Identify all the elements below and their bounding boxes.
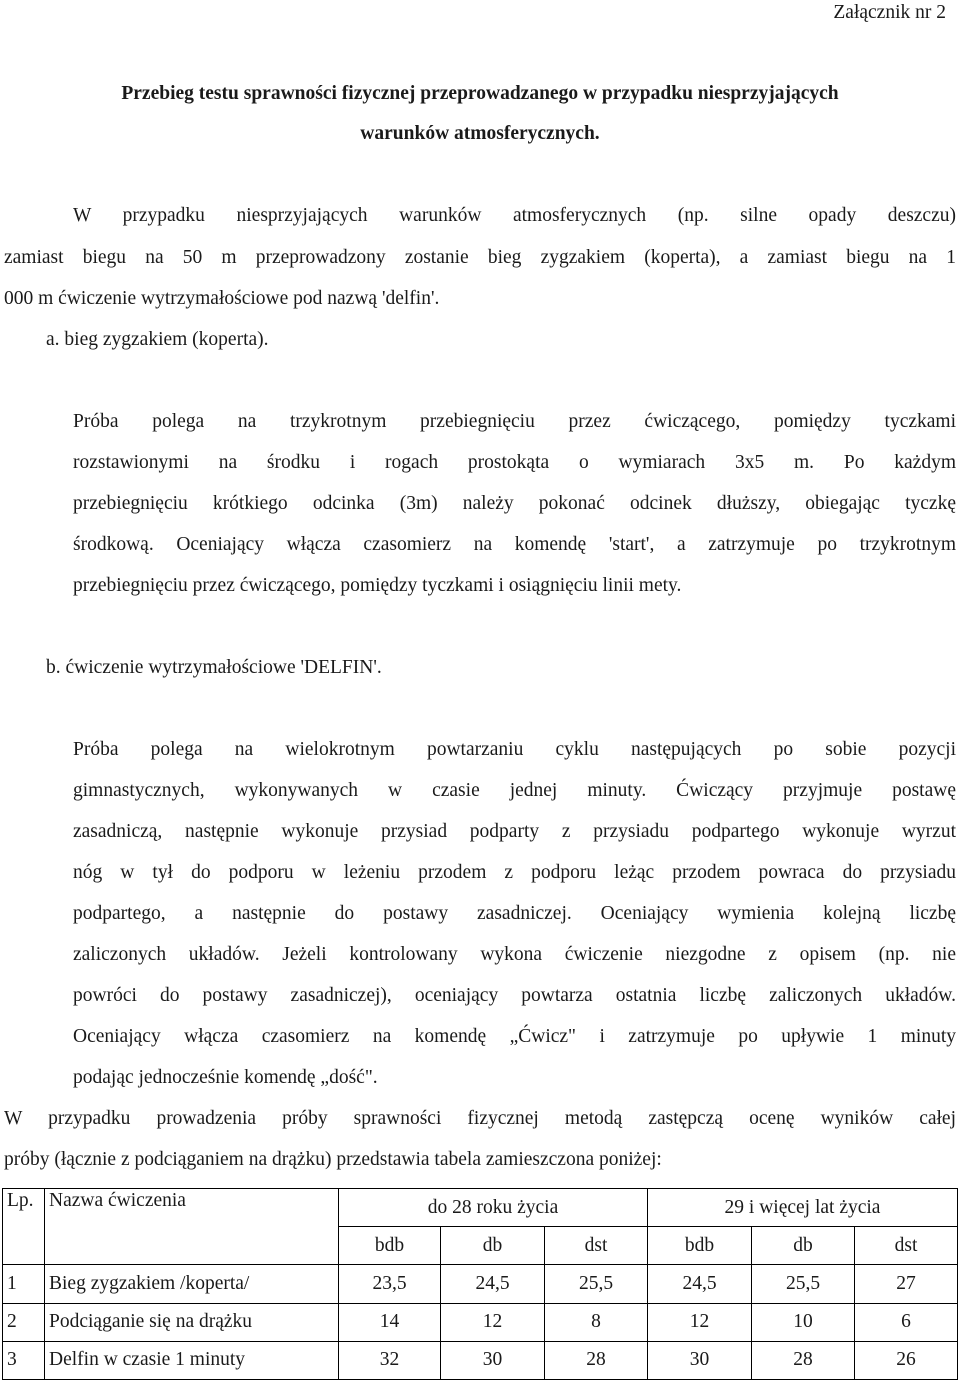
row-value: 26 (855, 1341, 958, 1379)
results-table (2, 1188, 958, 1380)
row-lp: 1 (3, 1265, 45, 1303)
row-value: 25,5 (545, 1265, 648, 1303)
row-exercise-name: Bieg zygzakiem /koperta/ (45, 1265, 339, 1303)
section-b-line: nóg w tył do podporu w leżeniu przodem z podporu leżąc przodem powraca do przysiadu (73, 862, 956, 883)
row-value: 24,5 (648, 1265, 752, 1303)
row-value: 30 (441, 1341, 545, 1379)
row-value: 12 (441, 1303, 545, 1341)
section-b-line: Próba polega na wielokrotnym powtarzaniu cyklu następujących po sobie pozycji (73, 739, 956, 760)
section-b-line: podpartego, a następnie do postawy zasadniczej. Oceniający wymienia kolejną liczbę (73, 903, 956, 924)
row-value: 23,5 (339, 1265, 441, 1303)
header-group-under-28: do 28 roku życia (339, 1189, 648, 1227)
document-title-line-1: Przebieg testu sprawności fizycznej przeprowadzanego w przypadku niesprzyjających (121, 83, 839, 104)
section-b-line: Oceniający włącza czasomierz na komendę „Ćwicz" i zatrzymuje po upływie 1 minuty (73, 1026, 956, 1047)
section-b-heading: b. ćwiczenie wytrzymałościowe 'DELFIN'. (46, 657, 382, 678)
header-grade: dst (855, 1227, 958, 1265)
closing-line-2: próby (łącznie z podciąganiem na drążku) przedstawia tabela zamieszczona poniżej: (4, 1149, 662, 1170)
section-a-line: przebiegnięciu krótkiego odcinka (3m) należy pokonać odcinek dłuższy, obiegając tyczkę (73, 493, 956, 514)
closing-line-1: W przypadku prowadzenia próby sprawności fizycznej metodą zastępczą ocenę wyników całej (4, 1108, 956, 1129)
row-value: 14 (339, 1303, 441, 1341)
row-value: 6 (855, 1303, 958, 1341)
intro-line-3: 000 m ćwiczenie wytrzymałościowe pod nazwą 'delfin'. (4, 288, 440, 309)
section-b-line: zaliczonych układów. Jeżeli kontrolowany wykona ćwiczenie niezgodne z opisem (np. nie (73, 944, 956, 965)
header-grade: bdb (339, 1227, 441, 1265)
row-value: 24,5 (441, 1265, 545, 1303)
attachment-label: Załącznik nr 2 (833, 2, 946, 23)
row-value: 27 (855, 1265, 958, 1303)
row-value: 25,5 (752, 1265, 855, 1303)
row-value: 10 (752, 1303, 855, 1341)
section-a-line: przebiegnięciu przez ćwiczącego, pomiędzy tyczkami i osiągnięciu linii mety. (73, 575, 682, 596)
row-value: 28 (545, 1341, 648, 1379)
header-grade: dst (545, 1227, 648, 1265)
section-b-line: gimnastycznych, wykonywanych w czasie jednej minuty. Ćwiczący przyjmuje postawę (73, 780, 956, 801)
section-b-line: zasadniczą, następnie wykonuje przysiad podparty z przysiadu podpartego wykonuje wyrzut (73, 821, 956, 842)
document-title-line-2: warunków atmosferycznych. (360, 123, 600, 144)
header-grade: db (752, 1227, 855, 1265)
row-exercise-name: Delfin w czasie 1 minuty (45, 1341, 339, 1379)
row-lp: 2 (3, 1303, 45, 1341)
row-value: 28 (752, 1341, 855, 1379)
section-b-line: podając jednocześnie komendę „dość". (73, 1067, 378, 1088)
header-exercise-name: Nazwa ćwiczenia (45, 1189, 339, 1265)
table-header-row (3, 1189, 958, 1227)
section-a-heading: a. bieg zygzakiem (koperta). (46, 329, 269, 350)
table-row (3, 1341, 958, 1379)
header-lp: Lp. (3, 1189, 45, 1265)
section-a-line: rozstawionymi na środku i rogach prostokąta o wymiarach 3x5 m. Po każdym (73, 452, 956, 473)
row-value: 32 (339, 1341, 441, 1379)
header-grade: bdb (648, 1227, 752, 1265)
table-row (3, 1303, 958, 1341)
header-group-29-plus: 29 i więcej lat życia (648, 1189, 958, 1227)
intro-line-2: zamiast biegu na 50 m przeprowadzony zostanie bieg zygzakiem (koperta), a zamiast biegu na 1 (4, 247, 956, 268)
row-lp: 3 (3, 1341, 45, 1379)
section-a-line: Próba polega na trzykrotnym przebiegnięciu przez ćwiczącego, pomiędzy tyczkami (73, 411, 956, 432)
header-grade: db (441, 1227, 545, 1265)
row-exercise-name: Podciąganie się na drążku (45, 1303, 339, 1341)
table-row (3, 1265, 958, 1303)
section-b-line: powróci do postawy zasadniczej), oceniający powtarza ostatnia liczbę zaliczonych układów. (73, 985, 956, 1006)
section-a-line: środkową. Oceniający włącza czasomierz na komendę 'start', a zatrzymuje po trzykrotnym (73, 534, 956, 555)
row-value: 8 (545, 1303, 648, 1341)
row-value: 12 (648, 1303, 752, 1341)
intro-line-1: W przypadku niesprzyjających warunków atmosferycznych (np. silne opady deszczu) (73, 205, 956, 226)
row-value: 30 (648, 1341, 752, 1379)
